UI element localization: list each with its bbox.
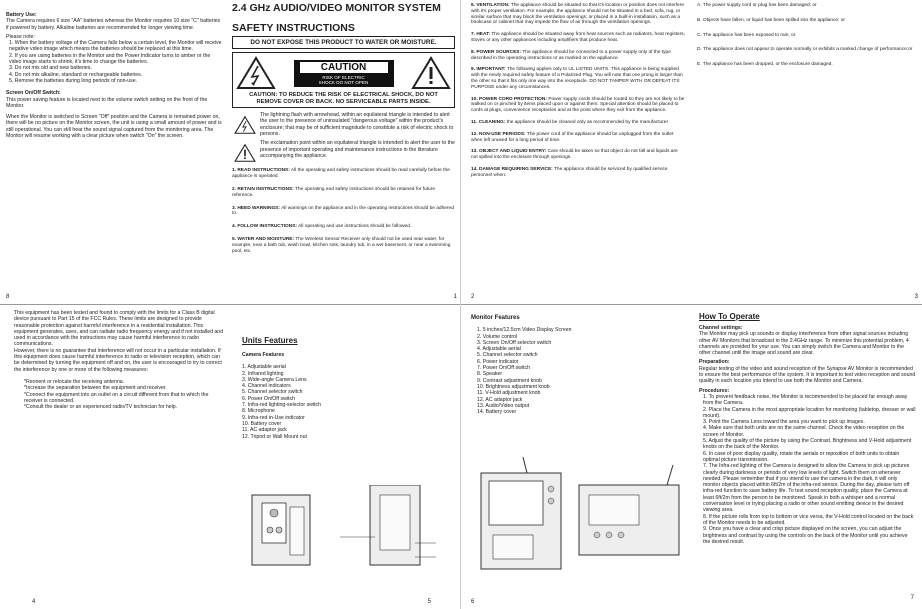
safety-item: 6. VENTILATION: The appliance should be situated so that it's location or position does not interfere with it's proper ventilation. For example, the appliance should not be situated in a bed, sofa, rug, or similar surface that may block the ventilation openings; or placed in a built-in installation, such as a bookcase or cabinet that may impede the flow of air through the ventilation openings. bbox=[471, 3, 686, 26]
service-condition: E. The appliance has been dropped, or the enclosure damaged. bbox=[697, 62, 833, 68]
page-number: 2 bbox=[471, 294, 475, 300]
feature-item: 5. Channel selector switch bbox=[242, 389, 303, 396]
feature-item: 3. Wide-angle Camera Lens bbox=[242, 376, 307, 383]
fcc-measures bbox=[24, 379, 224, 410]
service-condition: C. The appliance has been exposed to rain; or bbox=[697, 32, 796, 38]
exclamation-warning-icon bbox=[411, 56, 451, 90]
preparation-text: Regular testing of the video and sound reception of the Synapse AV Monitor is recommended to ensure the best performance of the system. It is important to test video reception and sound quality in each location you intend to use both the Monitor and Camera. bbox=[699, 365, 917, 385]
feature-item: 12. AC adaptor jack bbox=[477, 396, 523, 403]
lightning-explanation bbox=[232, 112, 455, 137]
how-to-operate-heading: How To Operate bbox=[699, 312, 760, 321]
battery-notes bbox=[6, 40, 224, 84]
safety-item: 4. FOLLOW INSTRUCTIONS: All operating and use instructions should be followed. bbox=[232, 224, 412, 230]
screen-switch-text-2: When the Monitor is switched to Screen "Off" position and the Camera is remained power on, there will be no picture on the Monitor screen, the unit is using a small amount of power and is still operational. You can still hear the sound signal captured from the monitoring area. The Monitor will resume working with a clear picture when switch "On" the screen. bbox=[6, 114, 224, 140]
feature-item: 3. Screen On/Off selector switch bbox=[477, 339, 552, 346]
caution-sub-1: RISK OF ELECTRIC bbox=[322, 74, 365, 80]
caution-label bbox=[294, 60, 394, 87]
note-heading: Please note: bbox=[6, 33, 35, 40]
exclamation-explanation bbox=[232, 140, 455, 163]
page-2 bbox=[461, 0, 691, 304]
procedure-item: 7. The Infra-red lighting of the Camera is designed to allow the Camera to pick up pictures clearly during darkness or periods of very low levels of light. Switch them on whenever needed. Please remember that if you intend to use the camera in the dark, it will only monitor objects placed within 6ft/2m of the infra-red sensor. During the day, please turn off infra-red function to save battery life. To test sound reception quality, place the Camera at least 6ft/2m from the person to be monitored. Speak in both a whisper and a normal conversation level or trying placing a radio or other sound emitting device in the desired viewing area. bbox=[703, 463, 910, 514]
feature-item: 14. Battery cover bbox=[477, 409, 517, 416]
feature-item: 9. Contrast adjustment knob bbox=[477, 377, 542, 384]
camera-features-heading: Camera Features bbox=[242, 352, 285, 358]
lightning-icon bbox=[234, 115, 256, 135]
feature-item: 4. Adjustable aerial bbox=[477, 346, 521, 353]
caution-word: CAUTION bbox=[300, 62, 388, 73]
procedure-item: 4. Make sure that both units are on the same channel. Check the video reception on the screen of Monitor. bbox=[703, 425, 905, 438]
exclamation-icon bbox=[234, 143, 256, 163]
safety-item: 5. WATER AND MOISTURE: The Wireless Sensor Receiver only should not be used near water; for example, near a bath tub, wash bowl, kitchen sink, laundry tub, in a wet basement, or near a swimming pool, etc. bbox=[232, 236, 452, 254]
preparation-heading: Preparation: bbox=[699, 359, 730, 366]
feature-item: 13. Audio/Video output bbox=[477, 402, 530, 409]
monitor-features-list bbox=[471, 327, 685, 415]
safety-item: 2. RETAIN INSTRUCTIONS: The operating and safety instructions should be retained for future reference. bbox=[232, 186, 437, 198]
units-features-heading: Units Features bbox=[242, 336, 298, 345]
feature-item: 8. Speaker bbox=[477, 371, 503, 378]
note-item: 3. Do not mix old and new batteries. bbox=[9, 65, 92, 72]
feature-item: 9. Infra-red in-Use indicator bbox=[242, 414, 305, 421]
safety-items-1-5 bbox=[232, 168, 455, 254]
safety-item: 8. POWER SOURCES: The appliance should be connected to a power supply only of the type described in the operating instructions or as marked on the appliance. bbox=[471, 49, 673, 61]
page-8 bbox=[0, 0, 230, 304]
screen-switch-heading: Screen On/Off Switch: bbox=[6, 90, 61, 97]
page-4 bbox=[0, 305, 230, 609]
doc-title: 2.4 GHz AUDIO/VIDEO MONITOR SYSTEM bbox=[232, 2, 441, 14]
monitor-diagram bbox=[467, 455, 687, 595]
fcc-measure: *Connect the equipment into an outlet on a circuit different from that to which the receiver is connected. bbox=[24, 391, 210, 404]
feature-item: 6. Power On/Off switch bbox=[242, 395, 295, 402]
page-6 bbox=[461, 305, 691, 609]
feature-item: 11. V-Hold adjustment knob bbox=[477, 390, 541, 397]
caution-sub-2: SHOCK DO NOT OPEN bbox=[318, 79, 369, 85]
note-item: 4. Do not mix alkaline, standard or rechargeable batteries. bbox=[9, 71, 143, 78]
page-number: 6 bbox=[471, 599, 475, 605]
feature-item: 7. Power On/Off switch bbox=[477, 365, 530, 372]
fcc-measure: *Consult the dealer or an experienced radio/TV technician for help. bbox=[24, 404, 178, 411]
page-number: 1 bbox=[453, 294, 457, 300]
safety-item: 11. CLEANING: the appliance should be cleaned only as recommended by the manufacturer. bbox=[471, 119, 670, 125]
procedure-item: 1. To prevent feedback noise, the Monitor is recommended to be placed far enough away from the Camera. bbox=[703, 393, 908, 407]
screen-switch-text: This power saving feature is located next to the volume switch setting on the front of the Monitor. bbox=[6, 96, 209, 109]
feature-item: 12. Tripod or Wall Mount nut bbox=[242, 433, 307, 440]
fcc-text-2: However, there is no guarantee that interference will not occur in a particular installation. If this equipment does cause harmful interference to radio or television reception, which can be determined by turning the equipment off and on, the user is encouraged to try to correct the interference by one or more of the following measures: bbox=[14, 347, 224, 373]
feature-item: 7. Infra-red lighting-selector switch bbox=[242, 402, 321, 409]
procedures-heading: Procedures: bbox=[699, 387, 730, 394]
page-number: 5 bbox=[427, 599, 431, 605]
camera-diagram bbox=[240, 485, 455, 585]
safety-heading: SAFETY INSTRUCTIONS bbox=[232, 22, 355, 34]
channel-settings-text: The Monitor may pick up sounds or display interference from other signal sources including other AV Monitors that broadcast in the 2.4GHz range. To minimize this potential problem, 4 channels are provided for your use. You can simply switch the Camera and Monitor to the other channel until the image and sound are clear. bbox=[699, 331, 911, 357]
note-item: 1. When the battery voltage of the Camera falls below a certain level, the Monitor will receive negative video image which means the batteries should be replaced at this time. bbox=[9, 40, 222, 53]
exclamation-text: The exclamation point within an equilateral triangle is intended to alert the user to the presence of important operating and maintenance instructions in the literature accompanying the appliance. bbox=[260, 140, 457, 159]
procedure-item: 8. If the picture rolls from top to bottom or vice versa, the V-Hold control located on the back of the Monitor needs to be adjusted. bbox=[703, 513, 914, 526]
service-condition: A. The power supply cord or plug has been damaged; or bbox=[697, 3, 817, 8]
safety-item: 1. READ INSTRUCTIONS: All the operating and safety instructions should be read carefully before the appliance is operated. bbox=[232, 168, 452, 180]
feature-item: 10. Brightness adjustment knob bbox=[477, 383, 550, 390]
page-number: 4 bbox=[32, 599, 36, 605]
feature-item: 8. Microphone bbox=[242, 408, 275, 415]
safety-item: 7. HEAT: The appliance should be situated away from heat sources such as radiators, heat registers, stoves or any other appliances including amplifiers that produce heat. bbox=[471, 32, 687, 43]
procedure-item: 3. Point the Camera Lens toward the area you want to pick up images. bbox=[703, 419, 865, 426]
caution-text: CAUTION: TO REDUCE THE RISK OF ELECTRICAL SHOCK, DO NOT REMOVE COVER OR BACK. NO SERVICEABLE PARTS INSIDE. bbox=[249, 92, 438, 105]
page-1 bbox=[230, 0, 461, 304]
camera-features-list bbox=[242, 364, 455, 440]
caution-box bbox=[232, 52, 455, 108]
feature-item: 2. Infrared lighting bbox=[242, 370, 284, 377]
procedure-item: 5. Adjust the quality of the picture by using the Contrast, Brightness and V-Hold adjustment knobs on the back of the Monitor. bbox=[703, 438, 912, 451]
feature-item: 1. 5 inches/12.5cm Video Display Screen bbox=[477, 327, 572, 334]
safety-item: 12. NON-USE PERIODS: The power cord of the appliance should be unplugged from the outlet when left unused for a long period of time. bbox=[471, 131, 675, 143]
feature-item: 2. Volume control bbox=[477, 333, 518, 340]
fcc-text: This equipment has been tested and found to comply with the limits for a Class B digital device pursuant to Part 15 of the FCC Rules. These limits are designed to provide reasonable protection against harmful interference in a residential installation. This equipment generates, uses, and can radiate radio frequency energy and if not installed and used in accordance with the instructions may cause harmful interference to radio communications. bbox=[14, 310, 225, 348]
page-7 bbox=[691, 305, 922, 609]
service-condition: D. The appliance does not appear to operate normally or exhibits a marked change of performance;or bbox=[697, 47, 913, 53]
safety-item: 9. IMPORTANT: The following applies only to UL LISTED UNITS. This appliance is being supplied with the newly required safety feature of a Polarized Plug. You will note that one prong is larger than the other so that it fits only one way into the receptacle. DO NOT TAMPER WITH OR DEFEAT ITS PURPOSE under any circumstances. bbox=[471, 67, 685, 90]
safety-item: 10. POWER CORD PROTECTION: Power supply cords should be routed so they are not likely to be walked on or pinched by items placed upon or against them. Special attention should be placed to cords at plugs, convenience receptacles and at the point where they exit from the appliance. bbox=[471, 96, 686, 114]
feature-item: 10. Battery cover bbox=[242, 420, 282, 427]
feature-item: 5. Channel selector switch bbox=[477, 352, 538, 359]
lightning-text: The lightning flash with arrowhead, within an equilateral triangle is intended to alert the user to the presence of uninsulated "dangerous voltage" within the product's enclosure; that may be of sufficient magnitude to constitute a risk of electric shock to persons. bbox=[260, 112, 455, 138]
page-5 bbox=[230, 305, 461, 609]
fcc-measure: *Increase the separation between the equipment and receiver. bbox=[24, 385, 167, 392]
note-item: 2. If you are using batteries in the Monitor and the Power Indicator turns to amber or the video image starts to shrink, it's time to change the batteries. bbox=[9, 52, 211, 66]
safety-item: 13. OBJECT AND LIQUID ENTRY: Care should be taken so that object do not fall and liquids are not spilled into the enclosure through openings. bbox=[471, 149, 680, 161]
fcc-measure: *Reorient or relocate the receiving antenna. bbox=[24, 378, 125, 385]
service-condition: B. Objects have fallen, or liquid has been spilled into the appliance; or bbox=[697, 17, 845, 23]
procedure-item: 2. Place the Camera in the most appropriate location for monitoring (tabletop, dresser or wall mount). bbox=[703, 406, 916, 419]
feature-item: 6. Power indicator bbox=[477, 358, 519, 365]
channel-settings-heading: Channel settings: bbox=[699, 325, 743, 331]
safety-item: 3. HEED WARNINGS: All warnings on the appliance and in the operating instructions should be adhered to. bbox=[232, 205, 456, 217]
feature-item: 11. AC adaptor jack bbox=[242, 427, 287, 434]
page-3 bbox=[691, 0, 922, 304]
moisture-banner: DO NOT EXPOSE THIS PRODUCT TO WATER OR MOISTURE. bbox=[232, 36, 455, 49]
battery-intro: The Camera requires 6 size "AA" batteries whereas the Monitor requires 10 size "C" batteries if powered by battery. Alkaline batteries are recommended for longer viewing time. bbox=[6, 18, 222, 31]
procedures-list bbox=[699, 394, 916, 545]
note-item: 5. Remove the batteries during long periods of non-use. bbox=[9, 77, 138, 84]
page-number: 7 bbox=[910, 595, 914, 601]
feature-item: 4. Channel indicators bbox=[242, 383, 291, 390]
monitor-features-heading: Monitor Features bbox=[471, 315, 520, 321]
lightning-warning-icon bbox=[236, 56, 276, 90]
battery-heading: Battery Use: bbox=[6, 12, 37, 18]
page-number: 3 bbox=[914, 294, 918, 300]
page-number: 8 bbox=[6, 294, 10, 300]
feature-item: 1. Adjustable aerial bbox=[242, 364, 286, 371]
procedure-item: 9. Once you have a clear and crisp picture displayed on the screen, you can adjust the brightness and contrast by using the controls on the back of the Monitor until you achieve the desired result. bbox=[703, 526, 908, 545]
procedure-item: 6. In case of poor display quality, rotate the aerials or reposition of both units to obtain optimal picture transmission. bbox=[703, 450, 900, 463]
safety-item: 14. DAMAGE REQUIRING SERVICE: The appliance should be serviced by qualified service personnel when: bbox=[471, 166, 669, 178]
